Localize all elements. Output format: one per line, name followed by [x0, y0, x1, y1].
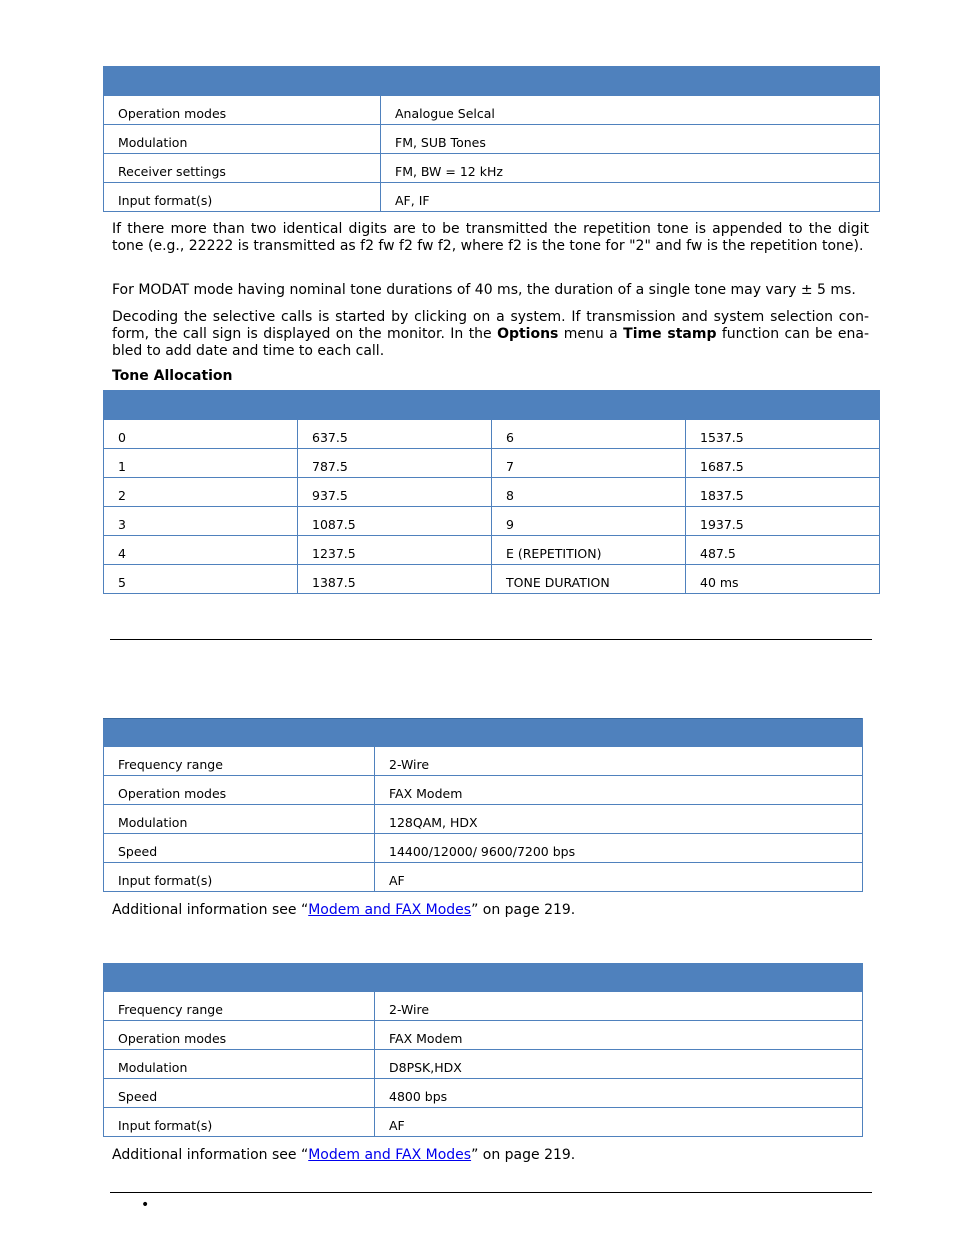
digit-cell: 3 [104, 507, 298, 536]
table-header [104, 67, 880, 96]
row-label: Operation modes [104, 1021, 375, 1050]
row-value: Analogue Selcal [381, 96, 880, 125]
table-header [104, 391, 880, 420]
frequency-cell: 1937.5 [686, 507, 880, 536]
digit-cell: 6 [492, 420, 686, 449]
table-row [104, 183, 880, 212]
table-row [104, 507, 880, 536]
row-value: AF, IF [381, 183, 880, 212]
digit-cell: 9 [492, 507, 686, 536]
frequency-cell: 1237.5 [298, 536, 492, 565]
decoding-text-3: function can be ena-bled to add date and time to each call. [112, 326, 869, 359]
frequency-cell: 787.5 [298, 449, 492, 478]
table-row [104, 565, 880, 594]
row-label: Receiver settings [104, 154, 381, 183]
table-row [104, 154, 880, 183]
digit-cell: E (REPETITION) [492, 536, 686, 565]
digit-cell: 2 [104, 478, 298, 507]
frequency-cell: 1687.5 [686, 449, 880, 478]
info-prefix: Additional information see “ [112, 902, 309, 918]
frequency-cell: 1537.5 [686, 420, 880, 449]
modat-paragraph: For MODAT mode having nominal tone durations of 40 ms, the duration of a single tone may vary ± 5 ms. [112, 282, 856, 298]
row-value: FAX Modem [375, 776, 863, 805]
selcal-table [103, 66, 880, 212]
frequency-cell: 937.5 [298, 478, 492, 507]
table-row [104, 125, 880, 154]
table-row [104, 478, 880, 507]
frequency-cell: 1087.5 [298, 507, 492, 536]
digit-cell: 4 [104, 536, 298, 565]
row-value: 4800 bps [375, 1079, 863, 1108]
digit-cell: TONE DURATION [492, 565, 686, 594]
row-label: Operation modes [104, 776, 375, 805]
decoding-text-2: menu a [558, 326, 624, 342]
digit-cell: 1 [104, 449, 298, 478]
row-label: Input format(s) [104, 183, 381, 212]
decoding-paragraph [112, 309, 869, 360]
bullet-point: • [141, 1197, 150, 1213]
frequency-cell: 40 ms [686, 565, 880, 594]
row-value: 14400/12000/ 9600/7200 bps [375, 834, 863, 863]
frequency-cell: 637.5 [298, 420, 492, 449]
info-prefix: Additional information see “ [112, 1147, 309, 1163]
digit-cell: 8 [492, 478, 686, 507]
frequency-cell: 487.5 [686, 536, 880, 565]
table-row [104, 420, 880, 449]
digit-cell: 0 [104, 420, 298, 449]
row-label: Modulation [104, 1050, 375, 1079]
info-suffix: ” on page 219. [471, 1147, 576, 1163]
table-row [104, 776, 863, 805]
row-value: 128QAM, HDX [375, 805, 863, 834]
digit-cell: 7 [492, 449, 686, 478]
modem-fax-modes-link[interactable]: Modem and FAX Modes [308, 1147, 472, 1163]
row-value: AF [375, 1108, 863, 1137]
table-row [104, 536, 880, 565]
tone-allocation-heading: Tone Allocation [112, 368, 233, 384]
table-row [104, 805, 863, 834]
table-row [104, 1050, 863, 1079]
additional-info-2 [112, 1147, 575, 1164]
modem-fax-modes-link[interactable]: Modem and FAX Modes [308, 902, 472, 918]
table-row [104, 96, 880, 125]
row-label: Operation modes [104, 96, 381, 125]
row-value: D8PSK,HDX [375, 1050, 863, 1079]
row-label: Speed [104, 1079, 375, 1108]
row-label: Modulation [104, 125, 381, 154]
section-divider [110, 639, 872, 640]
additional-info-1 [112, 902, 575, 919]
table-row [104, 1108, 863, 1137]
table-row [104, 863, 863, 892]
frequency-cell: 1837.5 [686, 478, 880, 507]
footer-divider [110, 1192, 872, 1193]
fax-modem-table-1 [103, 718, 863, 892]
row-value: FM, SUB Tones [381, 125, 880, 154]
tone-allocation-table [103, 390, 880, 594]
table-row [104, 992, 863, 1021]
table-row [104, 834, 863, 863]
table-row [104, 1021, 863, 1050]
table-row [104, 747, 863, 776]
table-header [104, 964, 863, 992]
table-row [104, 1079, 863, 1108]
row-label: Speed [104, 834, 375, 863]
row-label: Input format(s) [104, 1108, 375, 1137]
time-stamp-term: Time stamp [623, 326, 717, 342]
row-value: 2-Wire [375, 747, 863, 776]
row-value: FAX Modem [375, 1021, 863, 1050]
repetition-paragraph: If there more than two identical digits are to be transmitted the repetition tone is appended to the digit tone (e.g., 22222 is transmitted as f2 fw f2 fw f2, where f2 is the tone for "2" and fw is the repetition tone). [112, 221, 869, 254]
digit-cell: 5 [104, 565, 298, 594]
row-label: Modulation [104, 805, 375, 834]
row-value: 2-Wire [375, 992, 863, 1021]
row-value: AF [375, 863, 863, 892]
row-label: Input format(s) [104, 863, 375, 892]
table-header [104, 719, 863, 747]
frequency-cell: 1387.5 [298, 565, 492, 594]
row-label: Frequency range [104, 992, 375, 1021]
row-value: FM, BW = 12 kHz [381, 154, 880, 183]
options-menu-term: Options [497, 326, 559, 342]
row-label: Frequency range [104, 747, 375, 776]
info-suffix: ” on page 219. [471, 902, 576, 918]
table-row [104, 449, 880, 478]
fax-modem-table-2 [103, 963, 863, 1137]
decoding-text-1: Decoding the selective calls is started by clicking on a system. If transmission and system selection con-form, the call sign is displayed on the monitor. In the [112, 309, 869, 342]
